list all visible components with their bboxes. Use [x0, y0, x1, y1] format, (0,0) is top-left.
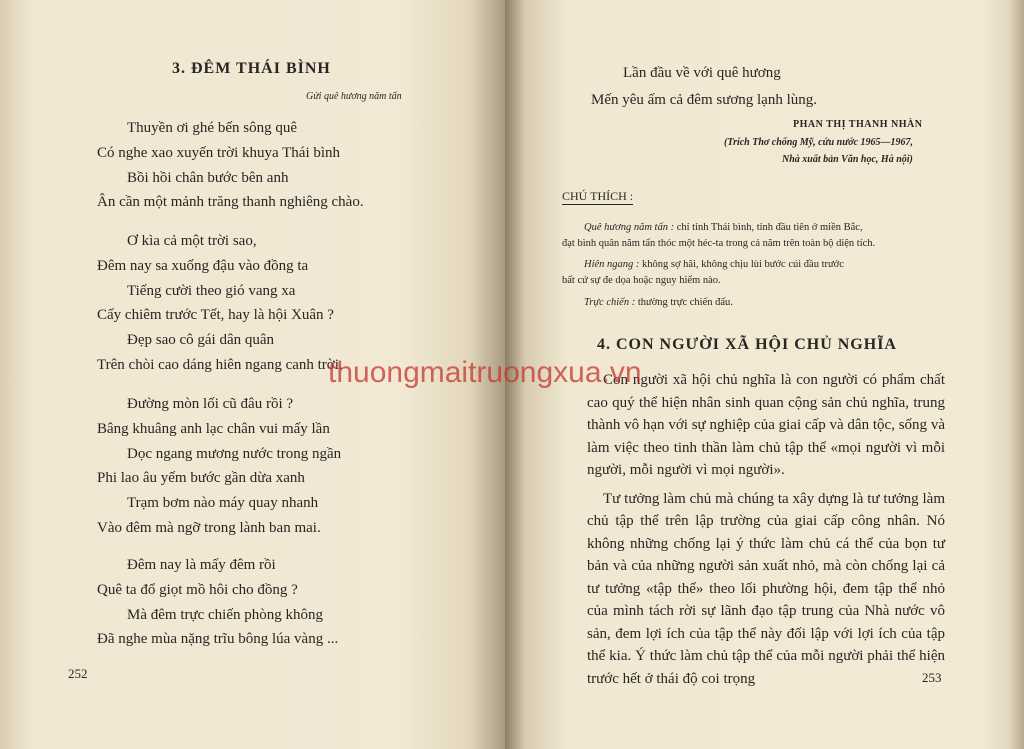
note-term: Quê hương năm tấn :: [584, 222, 675, 233]
poem-line: Đêm nay là mấy đêm rồi: [127, 557, 276, 573]
note-text: không sợ hãi, không chịu lùi bước cúi đầu trước: [639, 259, 844, 270]
poem-line: Đường mòn lối cũ đâu rồi ?: [127, 396, 294, 412]
source-line: (Trích Thơ chống Mỹ, cứu nước 1965—1967,: [724, 137, 914, 148]
poem-line: Tiếng cười theo gió vang xa: [127, 282, 296, 299]
paragraph: Tư tưởng làm chủ mà chúng ta xây dựng là tư tưởng làm chủ tập thể trên lập trường của giai cấp công nhân. Nó không những chống lại ý thức làm chủ cá thể của bọn tư bản và của những người sản xuất nhỏ, mà còn chống lại cả tư tưởng «tập thể» theo lối phường hội, đem tập thể nhỏ của mình tách rời sự lãnh đạo tập trung của Nhà nước vô sản, đem lợi ích của tập thể này đối lập với lợi ích của tập thể kia. Ý thức làm chủ tập thể của mỗi người phải thể hiện trước hết ở thái độ coi trọng: [587, 490, 945, 687]
note-term: Trực chiến :: [584, 297, 636, 308]
section-title: 4. CON NGƯỜI XÃ HỘI CHỦ NGHĨA: [597, 336, 897, 353]
poem-line: Đã nghe mùa nặng trĩu bông lúa vàng ...: [97, 631, 339, 648]
poem-line: Cấy chiêm trước Tết, hay là hội Xuân ?: [97, 307, 334, 324]
note-text: thường trực chiến đấu.: [635, 297, 733, 308]
poem-line: Mà đêm trực chiến phòng không: [127, 606, 324, 623]
page-number: 252: [68, 666, 88, 681]
poem-line: Quê ta đổ giọt mồ hôi cho đồng ?: [97, 581, 298, 598]
note: [584, 259, 844, 270]
poem-line: Dọc ngang mương nước trong ngần: [127, 445, 342, 462]
poem-line: Đêm nay sa xuống đậu vào đồng ta: [97, 257, 309, 274]
verse-line: Lần đầu về với quê hương: [623, 65, 781, 81]
poem-line: Ân cần một mảnh trăng thanh nghiêng chào.: [97, 194, 364, 211]
source-line: Nhà xuất bản Văn học, Hà nội): [782, 154, 913, 165]
poem-line: Ơ kìa cả một trời sao,: [127, 233, 257, 249]
paragraph: Con người xã hội chủ nghĩa là con người có phẩm chất cao quý thể hiện nhân sinh quan cộng sản chủ nghĩa, trung thành vô hạn với sự nghiệp của giai cấp và dân tộc, sống và làm việc theo tinh thần làm chủ tập thể «mọi người vì mỗi người, mỗi người vì mọi người».: [587, 372, 945, 478]
section-body: [587, 369, 945, 690]
poem-line: Thuyền ơi ghé bến sông quê: [127, 120, 297, 136]
verse-line: Mến yêu ấm cả đêm sương lạnh lùng.: [591, 92, 818, 108]
poem-line: Đẹp sao cô gái dân quân: [127, 332, 275, 349]
note-continuation: bất cứ sự đe dọa hoặc nguy hiểm nào.: [562, 275, 721, 286]
note-text: chỉ tỉnh Thái bình, tỉnh đầu tiên ở miền Bắc,: [674, 222, 863, 233]
poem-line: Trạm bơm nào máy quay nhanh: [127, 495, 319, 512]
poem-line: Bồi hồi chân bước bên anh: [127, 169, 289, 186]
watermark: thuongmaitruongxua.vn: [328, 356, 642, 389]
dedication: Gửi quê hương năm tấn: [306, 91, 402, 102]
author: PHAN THỊ THANH NHÀN: [793, 119, 923, 130]
poem-line: Bâng khuâng anh lạc chân vui mấy lần: [97, 420, 330, 437]
note-term: Hiên ngang :: [584, 259, 640, 270]
note-continuation: đạt bình quân năm tấn thóc một héc-ta trong cả năm trên toàn bộ diện tích.: [562, 238, 876, 249]
page-number: 253: [922, 670, 942, 685]
poem-line: Có nghe xao xuyến trời khuya Thái bình: [97, 144, 341, 161]
poem-title: 3. ĐÊM THÁI BÌNH: [172, 60, 331, 77]
note: [584, 297, 733, 308]
note: [584, 222, 863, 233]
poem-line: Vào đêm mà ngỡ trong lành ban mai.: [97, 520, 321, 536]
poem-line: Trên chòi cao dáng hiên ngang canh trời.: [97, 357, 343, 373]
notes-heading: CHÚ THÍCH :: [562, 189, 634, 203]
poem-line: Phi lao âu yếm bước gần dừa xanh: [97, 470, 305, 487]
